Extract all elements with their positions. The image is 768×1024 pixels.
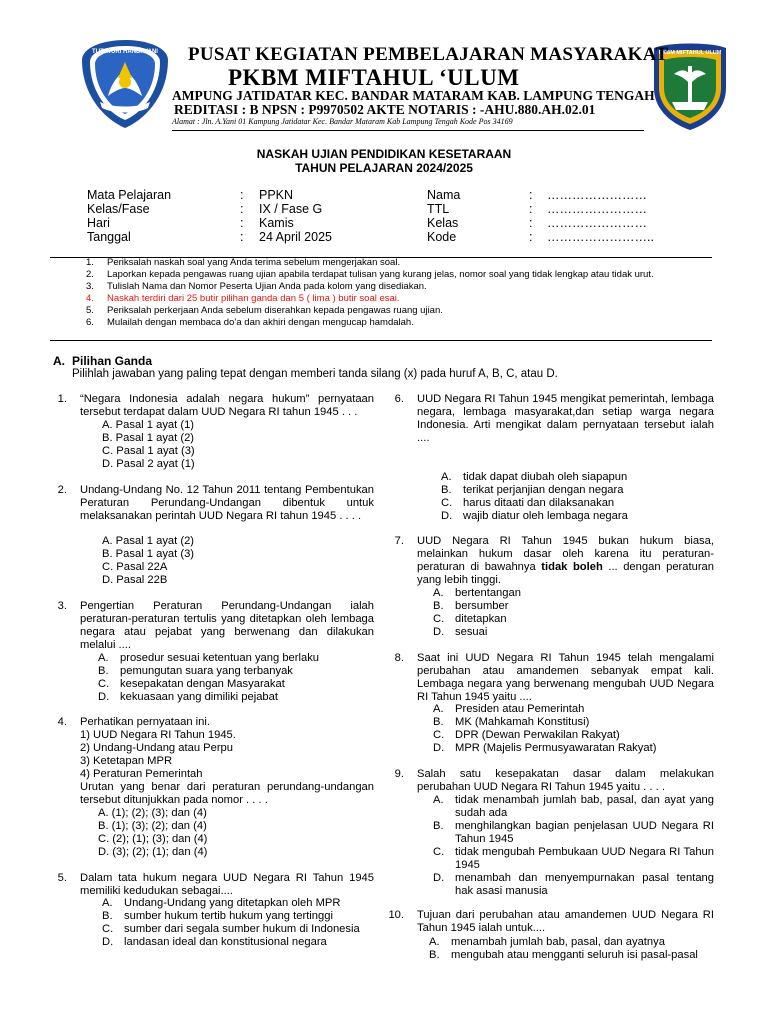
rule-number: 3. xyxy=(86,281,94,292)
option-c[interactable] xyxy=(433,613,507,626)
option-text: bertentangan xyxy=(455,587,521,599)
option-text: prosedur sesuai ketentuan yang berlaku xyxy=(120,652,320,664)
info-label-kelas: Kelas xyxy=(427,216,459,230)
option-text: ditetapkan xyxy=(455,613,507,625)
question-number: 8. xyxy=(394,652,404,664)
question-number: 9. xyxy=(394,768,404,780)
option-letter: A. xyxy=(433,587,444,599)
exam-year: TAHUN PELAJARAN 2024/2025 xyxy=(295,161,473,175)
question-text: Pengertian Peraturan Perundang-Undangan ialah peraturan-peraturan tertulis yang ditetapkan oleh lembaga negara atau pejabat yang berwenang dan dilakukan melalui .... xyxy=(80,600,374,651)
question-number: 5. xyxy=(57,872,67,884)
option-letter: B. xyxy=(98,665,109,677)
question-text: Dalam tata hukum negara UUD Negara RI Tahun 1945 memiliki kedudukan sebagai.... xyxy=(80,872,374,897)
rule-number: 4. xyxy=(86,293,94,304)
rule-text-highlighted: Naskah terdiri dari 25 butir pilihan ganda dan 5 ( lima ) butir soal esai. xyxy=(107,293,400,304)
option-letter: C. xyxy=(441,497,453,509)
question-text: “Negara Indonesia adalah negara hukum” pernyataan tersebut terdapat dalam UUD Negara RI tahun 1945 . . . xyxy=(80,393,374,418)
street-address: Alamat : Jln. A.Yani 01 Kampung Jatidatar Kec. Bandar Mataram Kab Lampung Tengah Kode Pos 34169 xyxy=(172,117,513,126)
option-b[interactable]: B. Pasal 1 ayat (2) xyxy=(102,432,195,444)
school-address: AMPUNG JATIDATAR KEC. BANDAR MATARAM KAB. LAMPUNG TENGAH xyxy=(172,88,655,103)
option-text: terikat perjanjian dengan negara xyxy=(463,484,624,496)
rule-text: Periksalah naskah soal yang Anda terima sebelum mengerjakan soal. xyxy=(107,257,401,268)
question-number: 2. xyxy=(57,484,67,496)
option-text: Undang-Undang yang ditetapkan oleh MPR xyxy=(124,897,341,909)
option-c[interactable] xyxy=(441,497,614,510)
rule-number: 6. xyxy=(86,317,94,328)
rule-number: 5. xyxy=(86,305,94,316)
letterhead-divider xyxy=(172,130,644,131)
question-number: 3. xyxy=(57,600,67,612)
rule-number: 2. xyxy=(86,269,94,280)
rule-text: Laporkan kepada pengawas ruang ujian apabila terdapat tulisan yang kurang jelas, nomor soal yang tidak lengkap atau tidak urut. xyxy=(107,269,654,280)
option-a[interactable]: A. Pasal 1 ayat (1) xyxy=(102,419,195,431)
option-text: tidak dapat diubah oleh siapapun xyxy=(463,471,628,483)
info-label-date: Tanggal xyxy=(87,230,131,244)
info-value-class: IX / Fase G xyxy=(259,202,323,216)
question-text-continued: Urutan yang benar dari peraturan perundang-undangan tersebut ditunjukkan pada nomor . . . . xyxy=(80,781,374,806)
info-value-date: 24 April 2025 xyxy=(259,230,332,244)
right-logo-text: PKBM MIFTAHUL ULUM xyxy=(658,50,722,56)
option-b[interactable] xyxy=(433,600,508,613)
info-colon: : xyxy=(529,216,533,230)
info-label-ttl: TTL xyxy=(427,202,450,216)
option-text: mengubah atau mengganti seluruh isi pasal-pasal xyxy=(451,949,698,961)
option-a[interactable] xyxy=(98,652,319,665)
option-letter: A. xyxy=(441,471,452,483)
statement-item: 4) Peraturan Pemerintah xyxy=(80,768,203,780)
option-text: MPR (Majelis Permusyawaratan Rakyat) xyxy=(455,742,657,754)
option-text: menghilangkan bagian penjelasan UUD Negara RI Tahun 1945 xyxy=(455,820,714,845)
option-d[interactable] xyxy=(102,936,327,949)
option-text: kesepakatan dengan Masyarakat xyxy=(120,678,285,690)
exam-title: NASKAH UJIAN PENDIDIKAN KESETARAAN xyxy=(256,147,512,161)
option-text: DPR (Dewan Perwakilan Rakyat) xyxy=(455,729,620,741)
option-d[interactable]: D. Pasal 2 ayat (1) xyxy=(102,458,195,470)
info-value-day: Kamis xyxy=(259,216,294,230)
option-d[interactable] xyxy=(98,691,278,704)
info-label-class: Kelas/Fase xyxy=(87,202,150,216)
info-label-code: Kode xyxy=(427,230,457,244)
statement-item: 1) UUD Negara RI Tahun 1945. xyxy=(80,729,236,741)
option-letter: A. xyxy=(429,936,440,948)
option-letter: D. xyxy=(102,936,114,948)
info-label-name: Nama xyxy=(427,188,461,202)
option-text: tidak menambah jumlah bab, pasal, dan ayat yang sudah ada xyxy=(455,794,714,819)
question-text: Saat ini UUD Negara RI Tahun 1945 telah mengalami perubahan atau amandemen sebanyak empat kali. Lembaga negara yang berwenang mengubah UUD Negara RI Tahun 1945 yaitu .... xyxy=(417,652,714,703)
option-b[interactable]: B. Pasal 1 ayat (3) xyxy=(102,548,195,560)
option-d[interactable] xyxy=(433,742,656,755)
option-d[interactable]: D. Pasal 22B xyxy=(102,574,168,586)
option-text: kekuasaan yang dimiliki pejabat xyxy=(120,691,278,703)
option-letter: B. xyxy=(441,484,452,496)
option-letter: D. xyxy=(433,742,445,754)
info-value-name[interactable]: …………………… xyxy=(547,188,647,202)
option-letter: A. xyxy=(98,652,109,664)
option-letter: A. xyxy=(433,703,444,715)
info-colon: : xyxy=(240,202,244,216)
option-d[interactable] xyxy=(433,626,487,639)
info-colon: : xyxy=(240,216,244,230)
option-d[interactable] xyxy=(441,510,628,523)
option-text: sesuai xyxy=(455,626,488,638)
option-text: tidak mengubah Pembukaan UUD Negara RI Tahun 1945 xyxy=(455,846,714,871)
option-c[interactable]: C. Pasal 1 ayat (3) xyxy=(102,445,195,457)
option-a[interactable]: A. (1); (2); (3); dan (4) xyxy=(98,807,207,819)
rule-text: Mulailah dengan membaca do’a dan akhiri dengan mengucap hamdalah. xyxy=(107,317,414,328)
option-b[interactable] xyxy=(433,716,589,729)
option-letter: C. xyxy=(433,729,445,741)
option-text: landasan ideal dan konstitusional negara xyxy=(124,936,327,948)
option-letter: D. xyxy=(433,626,445,638)
left-logo xyxy=(78,38,172,130)
option-b[interactable] xyxy=(98,665,293,678)
rule-number: 1. xyxy=(86,257,94,268)
option-text: MK (Mahkamah Konstitusi) xyxy=(455,716,590,728)
section-label: A. xyxy=(53,354,65,368)
info-value-subject: PPKN xyxy=(259,188,294,202)
option-letter: D. xyxy=(441,510,453,522)
option-c[interactable]: C. Pasal 22A xyxy=(102,561,168,573)
info-value-ttl[interactable]: …………………… xyxy=(547,202,647,216)
option-a[interactable] xyxy=(433,587,521,600)
option-a[interactable] xyxy=(441,471,627,484)
question-text: Perhatikan pernyataan ini. xyxy=(80,716,210,728)
school-name: PKBM MIFTAHUL ‘ULUM xyxy=(228,65,520,90)
rule-text: Periksalah perkerjaan Anda sebelum diserahkan kepada pengawas ruang ujian. xyxy=(107,305,443,316)
option-text: wajib diatur oleh lembaga negara xyxy=(463,510,628,522)
option-letter: B. xyxy=(433,716,444,728)
question-text-bold: tidak boleh xyxy=(541,561,603,573)
option-c[interactable] xyxy=(102,923,360,936)
info-colon: : xyxy=(529,188,533,202)
option-text: harus ditaati dan dilaksanakan xyxy=(463,497,615,509)
info-colon: : xyxy=(529,202,533,216)
option-letter: A. xyxy=(433,794,444,806)
option-b[interactable] xyxy=(102,910,333,923)
info-value-kelas[interactable]: …………………… xyxy=(547,216,647,230)
accreditation-line: REDITASI : B NPSN : P9970502 AKTE NOTARIS : -AHU.880.AH.02.01 xyxy=(174,102,596,117)
option-d[interactable] xyxy=(433,872,714,898)
option-text: pemungutan suara yang terbanyak xyxy=(120,665,293,677)
option-c[interactable] xyxy=(433,846,714,872)
statement-item: 2) Undang-Undang atau Perpu xyxy=(80,742,234,754)
info-colon: : xyxy=(529,230,533,244)
question-number: 6. xyxy=(394,393,404,405)
rules-bottom-divider xyxy=(50,340,712,341)
question-text: UUD Negara RI Tahun 1945 mengikat pemerintah, lembaga negara, lembaga masyarakat,dan setiap warga negara Indonesia. Arti mengikat dalam pernyataan tersebut ialah .... xyxy=(417,393,714,444)
option-c[interactable] xyxy=(98,678,285,691)
question-text: Undang-Undang No. 12 Tahun 2011 tentang Pembentukan Peraturan Perundang-Undangan dibentuk untuk melaksanakan perintah UUD Negara RI tahun 1945 . . . . xyxy=(80,484,374,522)
option-letter: C. xyxy=(102,923,114,935)
option-a[interactable] xyxy=(433,703,584,716)
option-text: bersumber xyxy=(455,600,509,612)
question-text: Salah satu kesepakatan dasar dalam melakukan perubahan UUD Negara RI Tahun 1945 yaitu . . . . xyxy=(417,768,714,793)
info-colon: : xyxy=(240,230,244,244)
option-letter: D. xyxy=(433,872,445,884)
option-letter: C. xyxy=(433,846,445,858)
info-label-day: Hari xyxy=(87,216,110,230)
option-c[interactable] xyxy=(433,729,620,742)
option-a[interactable] xyxy=(429,936,665,949)
info-value-code[interactable]: …………………….. xyxy=(547,230,654,244)
option-a[interactable]: A. Pasal 1 ayat (2) xyxy=(102,535,195,547)
section-instruction: Pilihlah jawaban yang paling tepat dengan memberi tanda silang (x) pada huruf A, B, C, atau D. xyxy=(72,368,558,380)
option-a[interactable] xyxy=(102,897,340,910)
left-logo-text: TUT WURI HANDAYANI xyxy=(92,49,158,55)
option-letter: B. xyxy=(433,820,444,832)
question-number: 7. xyxy=(394,535,404,547)
section-title: Pilihan Ganda xyxy=(72,354,153,368)
question-number: 1. xyxy=(57,393,67,405)
question-text xyxy=(417,535,714,587)
option-text: menambah jumlah bab, pasal, dan ayatnya xyxy=(451,936,665,948)
rule-text: Tulislah Nama dan Nomor Peserta Ujian Anda pada kolom yang disediakan. xyxy=(107,281,427,292)
question-text-part: UUD Negara RI Tahun 1945 bukan hukum biasa, melainkan hukum dasar oleh karena itu peraturan-peraturan di bawahnya xyxy=(417,535,714,573)
question-text: Tujuan dari perubahan atau amandemen UUD Negara RI Tahun 1945 ialah untuk.... xyxy=(417,909,714,934)
option-text: Presiden atau Pemerintah xyxy=(455,703,585,715)
info-colon: : xyxy=(240,188,244,202)
option-letter: C. xyxy=(433,613,445,625)
option-text: menambah dan menyempurnakan pasal tentang hak asasi manusia xyxy=(455,872,714,897)
option-a[interactable] xyxy=(433,794,714,820)
option-b[interactable] xyxy=(433,820,714,846)
option-letter: A. xyxy=(102,897,113,909)
question-number: 4. xyxy=(57,716,67,728)
question-number: 10. xyxy=(388,909,404,921)
question-text-part: ... dengan peraturan yang lebih tinggi. xyxy=(417,561,714,586)
option-letter: B. xyxy=(102,910,113,922)
org-heading: PUSAT KEGIATAN PEMBELAJARAN MASYARAKAT xyxy=(188,44,669,65)
option-b[interactable]: B. (1); (3); (2); dan (4) xyxy=(98,820,207,832)
option-b[interactable] xyxy=(441,484,623,497)
option-letter: B. xyxy=(433,600,444,612)
option-text: sumber hukum tertib hukum yang tertinggi xyxy=(124,910,333,922)
option-letter: B. xyxy=(429,949,440,961)
info-label-subject: Mata Pelajaran xyxy=(87,188,172,202)
option-letter: D. xyxy=(98,691,110,703)
option-c[interactable]: C. (2); (1); (3); dan (4) xyxy=(98,833,208,845)
statement-item: 3) Ketetapan MPR xyxy=(80,755,173,767)
option-b[interactable] xyxy=(429,949,698,962)
option-letter: C. xyxy=(98,678,110,690)
option-d[interactable]: D. (3); (2); (1); dan (4) xyxy=(98,846,208,858)
option-text: sumber dari segala sumber hukum di Indonesia xyxy=(124,923,360,935)
